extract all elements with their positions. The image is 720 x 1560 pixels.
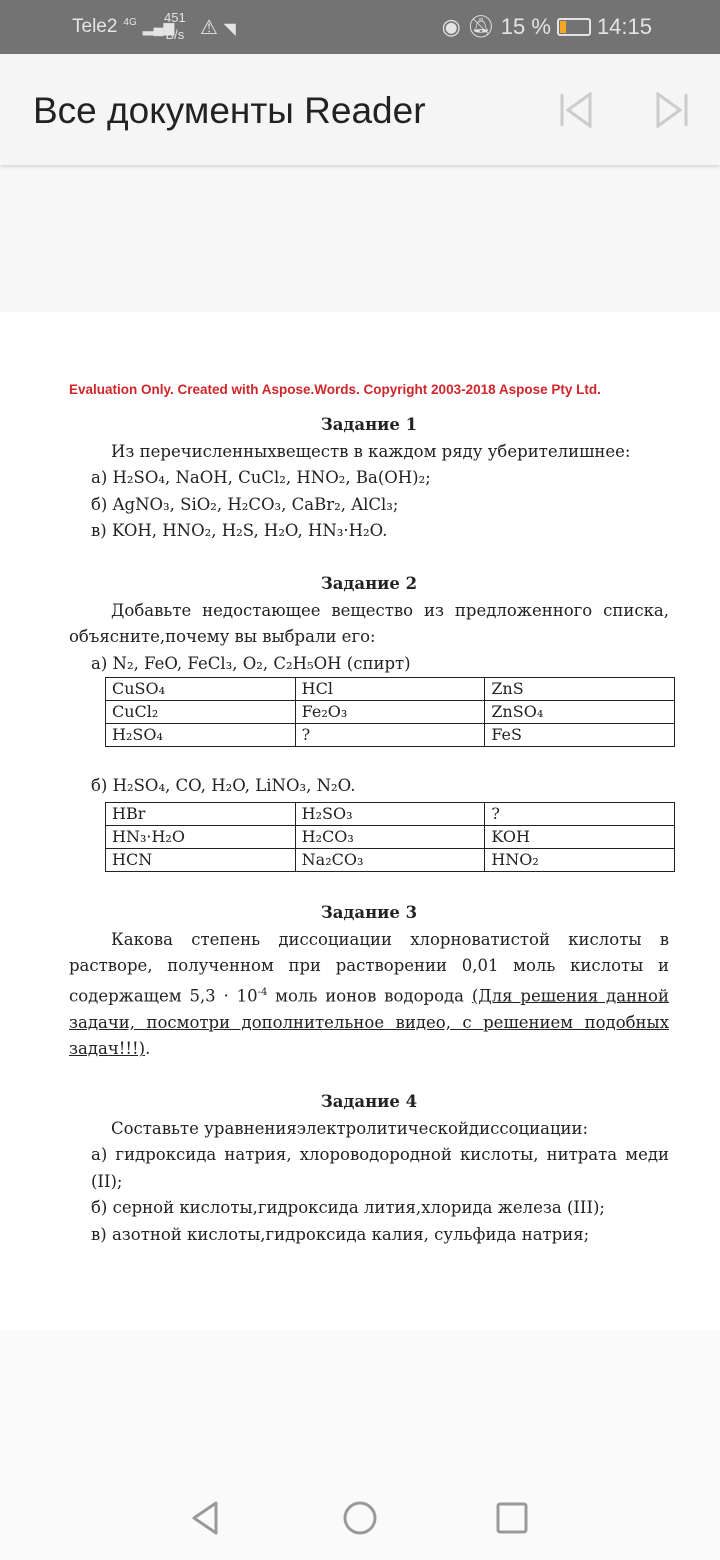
wifi-icon: ◥ [223, 21, 236, 38]
task3-title: Задание 3 [320, 902, 418, 922]
cell: ZnSO₄ [485, 701, 675, 724]
video-link[interactable]: (Для решения данной задачи, посмотри дополнительное видео, с решением подобных задач!!!) [69, 986, 669, 1059]
task2-intro: Добавьте недостающее вещество из предложенного списка, объясните,почему вы выбрали его: [69, 600, 669, 647]
task4-item: а) гидроксида натрия, хлороводородной кислоты, нитрата меди (II); [91, 1145, 669, 1191]
table-row [106, 848, 675, 871]
first-page-icon[interactable] [559, 92, 593, 128]
task4-title: Задание 4 [320, 1092, 418, 1111]
app-title: Все документы Reader [33, 90, 426, 131]
table-row [106, 701, 675, 724]
table-b [105, 802, 675, 872]
cell: H₂SO₃ [295, 802, 485, 825]
task2-title: Задание 2 [320, 573, 418, 593]
task3-end: . [145, 1039, 151, 1059]
task1-intro: Из перечисленныхвеществ в каждом ряду уберителишнее: [111, 441, 631, 461]
cell: CuSO₄ [106, 678, 296, 701]
task2-b-label: б) H₂SO₄, CO, H₂O, LiNO₃, N₂O. [91, 776, 356, 796]
back-icon[interactable] [188, 1500, 224, 1536]
warning-icon: ⚠ ◥ [200, 17, 236, 39]
cell: CuCl₂ [106, 701, 296, 724]
task4-item: б) серной кислоты,гидроксида лития,хлорида железа (III); [91, 1198, 605, 1218]
cell: HCl [295, 678, 485, 701]
table-row [106, 724, 675, 747]
watermark: Evaluation Only. Created with Aspose.Words. Copyright 2003-2018 Aspose Pty Ltd. [69, 382, 601, 397]
document-page [0, 312, 720, 1330]
task3-text-mid: моль ионов водорода [267, 986, 472, 1006]
task1-item: б) AgNO₃, SiO₂, H₂CO₃, CaBr₂, AlCl₃; [91, 494, 399, 514]
speed-value: 451 [164, 10, 186, 25]
task1-item: в) KOH, HNO₂, H₂S, H₂O, HN₃·H₂O. [91, 521, 388, 541]
cell: H₂CO₃ [295, 825, 485, 848]
speed-unit: B/s [165, 27, 185, 42]
table-a [105, 677, 675, 747]
task4-intro: Составьте уравненияэлектролитическойдиссоциации: [111, 1118, 589, 1138]
status-bar [0, 0, 720, 54]
cell: ? [485, 802, 675, 825]
table-row [106, 802, 675, 825]
task3-text-start: Какова степень диссоциации хлорноватистой кислоты в растворе, полученном при растворении 0,01 моль кислоты и содержащем 5,3 · 10 [69, 929, 669, 1006]
task2-a-label: а) N₂, FeO, FeCl₃, O₂, C₂H₅OH (спирт) [91, 653, 411, 673]
network-type: 4G [123, 16, 137, 28]
cell: KOH [485, 825, 675, 848]
carrier: Tele2 [72, 16, 118, 37]
cell: H₂SO₄ [106, 724, 296, 747]
signal-icon: ▂▄▆ [142, 18, 175, 35]
cell: HNO₂ [485, 848, 675, 871]
last-page-icon[interactable] [655, 92, 689, 128]
net-speed [164, 9, 186, 43]
eye-icon: ◉ [441, 14, 461, 39]
clock: 14:15 [596, 14, 652, 39]
cell: FeS [485, 724, 675, 747]
task1-item: а) H₂SO₄, NaOH, CuCl₂, HNO₂, Ba(OH)₂; [91, 468, 431, 488]
cell: HN₃·H₂O [106, 825, 296, 848]
battery-percent: 15 % [500, 14, 551, 39]
table-row [106, 825, 675, 848]
task4-item: в) азотной кислоты,гидроксида калия, сульфида натрия; [91, 1224, 590, 1244]
task1-title: Задание 1 [320, 415, 418, 434]
document-body [69, 412, 669, 1249]
recents-icon[interactable] [494, 1500, 530, 1536]
exponent: -4 [257, 986, 268, 998]
bell-off-icon: 🔕︎ [466, 14, 495, 39]
home-icon[interactable] [342, 1500, 378, 1536]
cell: Fe₂O₃ [295, 701, 485, 724]
cell: Na₂CO₃ [295, 848, 485, 871]
cell: HCN [106, 848, 296, 871]
cell: ZnS [485, 678, 675, 701]
app-header [0, 54, 720, 165]
table-row [106, 678, 675, 701]
battery-icon [557, 18, 591, 36]
cell: HBr [106, 802, 296, 825]
cell: ? [295, 724, 485, 747]
task3-text [69, 927, 669, 1063]
